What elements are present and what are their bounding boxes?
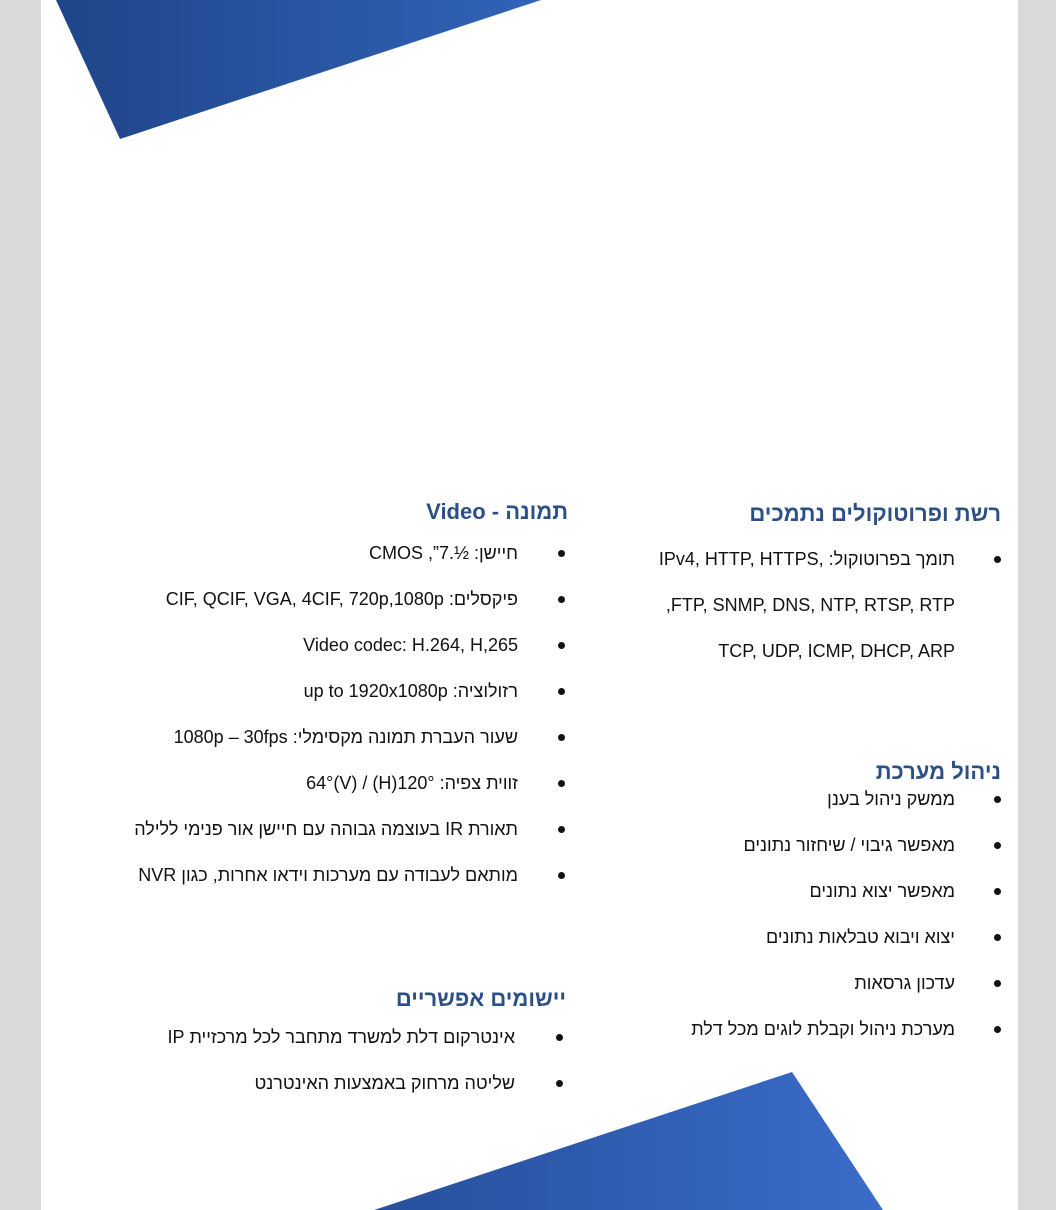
network-section — [601, 496, 1018, 686]
applications-section — [81, 984, 566, 1118]
management-heading: ניהול מערכת — [875, 759, 1001, 784]
list-item: מאפשר גיבוי / שיחזור נתונים — [601, 834, 1001, 880]
video-list — [81, 542, 568, 910]
list-item: עדכון גרסאות — [601, 972, 1001, 1018]
list-item — [601, 594, 1018, 640]
bullet-icon — [994, 888, 1001, 895]
bullet-icon — [994, 842, 1001, 849]
list-item: פיקסלים: CIF, QCIF, VGA, 4CIF, 720p,1080p — [81, 588, 568, 634]
list-item: מאפשר יצוא נתונים — [601, 880, 1001, 926]
bullet-icon — [994, 556, 1001, 563]
bullet-icon — [558, 642, 565, 649]
list-item: חיישן: ½.7”, CMOS — [81, 542, 568, 588]
bullet-icon — [556, 1080, 563, 1087]
management-list — [601, 788, 1001, 1064]
network-heading-box — [735, 496, 1018, 536]
list-item: יצוא ויבוא טבלאות נתונים — [601, 926, 1001, 972]
video-heading: תמונה - Video — [426, 499, 568, 524]
list-item: מערכת ניהול וקבלת לוגים מכל דלת — [601, 1018, 1001, 1064]
bullet-icon — [558, 826, 565, 833]
bullet-icon — [558, 734, 565, 741]
bullet-icon — [994, 1026, 1001, 1033]
list-item: אינטרקום דלת למשרד מתחבר לכל מרכזיית IP — [81, 1026, 566, 1072]
bullet-icon — [558, 550, 565, 557]
bullet-icon — [994, 934, 1001, 941]
list-item: שעור העברת תמונה מקסימלי: 1080p – 30fps — [81, 726, 568, 772]
network-line-2: FTP, SNMP, DNS, NTP, RTSP, RTP, — [665, 595, 955, 615]
list-item: Video codec: H.264, H,265 — [81, 634, 568, 680]
applications-heading: יישומים אפשריים — [395, 986, 566, 1011]
bullet-icon — [558, 596, 565, 603]
bullet-icon — [994, 796, 1001, 803]
list-item: שליטה מרחוק באמצעות האינטרנט — [81, 1072, 566, 1118]
top-blue-shape — [56, 0, 541, 139]
network-list — [601, 548, 1018, 686]
document-page — [41, 0, 1018, 1210]
list-item: ממשק ניהול בענן — [601, 788, 1001, 834]
list-item: זווית צפיה: 120°(H) / 64°(V) — [81, 772, 568, 818]
bullet-icon — [558, 872, 565, 879]
network-heading: רשת ופרוטוקולים נתמכים — [749, 501, 1001, 526]
bullet-icon — [994, 980, 1001, 987]
list-item — [601, 640, 1018, 686]
applications-list — [81, 1026, 566, 1118]
list-item: רזולוציה: up to 1920x1080p — [81, 680, 568, 726]
bullet-icon — [556, 1034, 563, 1041]
network-line-1: תומך בפרוטוקול: ,IPv4, HTTP, HTTPS — [658, 549, 955, 569]
list-item: מותאם לעבודה עם מערכות וידאו אחרות, כגון NVR — [81, 864, 568, 910]
video-section — [81, 497, 568, 910]
bullet-icon — [558, 688, 565, 695]
bullet-icon — [558, 780, 565, 787]
network-line-3: TCP, UDP, ICMP, DHCP, ARP — [718, 641, 955, 661]
list-item: תאורת IR בעוצמה גבוהה עם חיישן אור פנימי ללילה — [81, 818, 568, 864]
management-section — [601, 757, 1001, 1064]
list-item — [601, 548, 1018, 594]
